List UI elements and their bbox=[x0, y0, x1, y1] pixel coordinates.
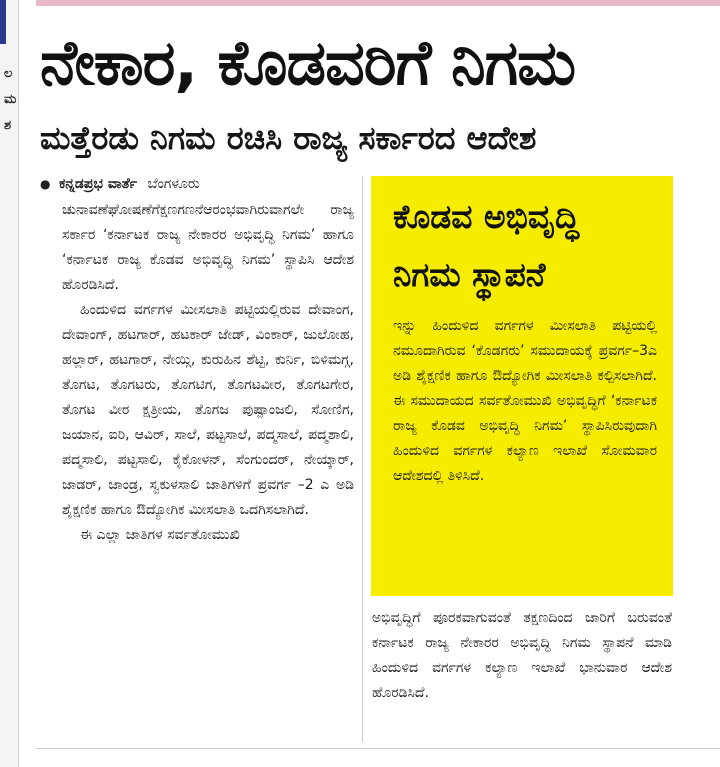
news-source: ಕನ್ನಡಪ್ರಭ ವಾರ್ತೆ bbox=[58, 176, 138, 192]
adjacent-article-bar bbox=[0, 0, 6, 44]
highlight-box-body: ಇನ್ನು ಹಿಂದುಳಿದ ವರ್ಗಗಳ ಮೀಸಲಾತಿ ಪಟ್ಟಿಯಲ್ಲಿ ನಮೂದಾಗಿರುವ ‘ಕೊಡಗರು’ ಸಮುದಾಯಕ್ಕೆ ಪ್ರವರ್ಗ–3ಎ ಅಡಿ ಶೈಕ್ಷಣಿಕ ಹಾಗೂ ಔದ್ಯೋಗಿಕ ಮೀಸಲಾತಿ ಕಲ್ಪಿಸಲಾಗಿದೆ. ಈ ಸಮುದಾಯದ ಸರ್ವತೋಮುಖಿ ಅಭಿವೃದ್ಧಿಗೆ ‘ಕರ್ನಾಟಕ ರಾಜ್ಯ ಕೊಡವ ಅಭಿವೃದ್ಧಿ ನಿಗಮ’ ಸ್ಥಾಪಿಸಿರುವುದಾಗಿ ಹಿಂದುಳಿದ ವರ್ಗಗಳ ಕಲ್ಯಾಣ ಇಲಾಖೆ ಸೋಮವಾರ ಆದೇಶದಲ್ಲಿ ತಿಳಿಸಿದೆ. bbox=[393, 318, 657, 484]
dateline-place: ಬೆಂಗಳೂರು bbox=[147, 176, 200, 192]
headline: ನೇಕಾರ, ಕೊಡವರಿಗೆ ನಿಗಮ bbox=[40, 26, 576, 99]
subheadline: ಮತ್ತೆರಡು ನಿಗಮ ರಚಿಸಿ ರಾಜ್ಯ ಸರ್ಕಾರದ ಆದೇಶ bbox=[40, 119, 537, 157]
article-left-column bbox=[62, 198, 354, 548]
highlight-box bbox=[371, 176, 673, 596]
column-divider bbox=[362, 176, 363, 742]
highlight-box-title: ಕೊಡವ ಅಭಿವೃದ್ಧಿ ನಿಗಮ ಸ್ಥಾಪನೆ bbox=[393, 197, 579, 294]
adjacent-article-fragment: ಶ bbox=[4, 118, 12, 133]
article-paragraph: ಚುನಾವಣೆಘೋಷಣೆಗೆಕ್ಷಣಗಣನೆಆರಂಭವಾಗಿರುವಾಗಲೇ ರಾಜ್ಯ ಸರ್ಕಾರ ‘ಕರ್ನಾಟಕ ರಾಜ್ಯ ನೇಕಾರರ ಅಭಿವೃದ್ಧಿ ನಿಗಮ’ ಹಾಗೂ ‘ಕರ್ನಾಟಕ ರಾಜ್ಯ ಕೊಡವ ಅಭಿವೃದ್ಧಿ ನಿಗಮ’ ಸ್ಥಾಪಿಸಿ ಆದೇಶ ಹೊರಡಿಸಿದೆ. bbox=[62, 202, 354, 293]
dateline bbox=[40, 172, 200, 196]
article-right-column: ಅಭಿವೃದ್ಧಿಗೆ ಪೂರಕವಾಗುವಂತೆ ತಕ್ಷಣದಿಂದ ಜಾರಿಗೆ ಬರುವಂತೆ ಕರ್ನಾಟಕ ರಾಜ್ಯ ನೇಕಾರರ ಅಭಿವೃದ್ಧಿ ನಿಗಮ ಸ್ಥಾಪನೆ ಮಾಡಿ ಹಿಂದುಳಿದ ವರ್ಗಗಳ ಕಲ್ಯಾಣ ಇಲಾಖೆ ಭಾನುವಾರ ಆದೇಶ ಹೊರಡಿಸಿದೆ. bbox=[372, 610, 672, 701]
adjacent-article-fragment: ಮ bbox=[4, 92, 17, 107]
adjacent-article-strip bbox=[0, 0, 19, 767]
adjacent-article-fragment: ಲ bbox=[4, 66, 13, 81]
top-rule bbox=[36, 0, 720, 6]
bottom-rule bbox=[36, 748, 720, 749]
article-paragraph: ಈ ಎಲ್ಲಾ ಜಾತಿಗಳ ಸರ್ವತೋಮುಖಿ bbox=[80, 527, 240, 543]
dateline-bullet: ● bbox=[40, 177, 51, 191]
article-paragraph: ಹಿಂದುಳಿದ ವರ್ಗಗಳ ಮೀಸಲಾತಿ ಪಟ್ಟಿಯಲ್ಲಿರುವ ದೇವಾಂಗ, ದೇವಾಂಗ್, ಹಟಗಾರ್, ಹಟಕಾರ್ ಜೇಡ್, ವಿಂಕಾರ್, ಜುಲೋಹ, ಹಲ್ಲಾರ್, ಹಟಗಾರ್, ನೇಯ್ಗಿ, ಕುರುಹಿನ ಶೆಟ್ಟಿ, ಕುರ್ನಿ, ಬಿಳಿಮಗ್ಗ, ತೊಗಟ, ತೊಗಟರು, ತೊಗಟಿಗ, ತೊಗಟವೀರ, ತೊಗಟಗೇರ, ತೊಗಟ ವೀರ ಕ್ಷತ್ರೀಯ, ತೊಗಜ ಪುಷ್ಪಾಂಜಲಿ, ಸೋಣಿಗ, ಜಯಾನ, ಐರಿ, ಆವಿರ್, ಸಾಲೆ, ಪಟ್ಟಸಾಲೆ, ಪದ್ಮಸಾಲೆ, ಪದ್ಮಶಾಲಿ, ಪದ್ಮಸಾಲಿ, ಪಟ್ಟಸಾಲಿ, ಕೈಕೋಳನ್, ಸೆಂಗುಂದರ್, ನೇಯ್ಕಾರ್, ಜಾಡರ್, ಜಾಂಡ್ರ, ಸ್ವಕುಳಸಾಲಿ ಜಾತಿಗಳಿಗೆ ಪ್ರವರ್ಗ –2 ಎ ಅಡಿ ಶೈಕ್ಷಣಿಕ ಹಾಗೂ ಔದ್ಯೋಗಿಕ ಮೀಸಲಾತಿ ಒದಗಿಸಲಾಗಿದೆ. bbox=[62, 302, 354, 518]
